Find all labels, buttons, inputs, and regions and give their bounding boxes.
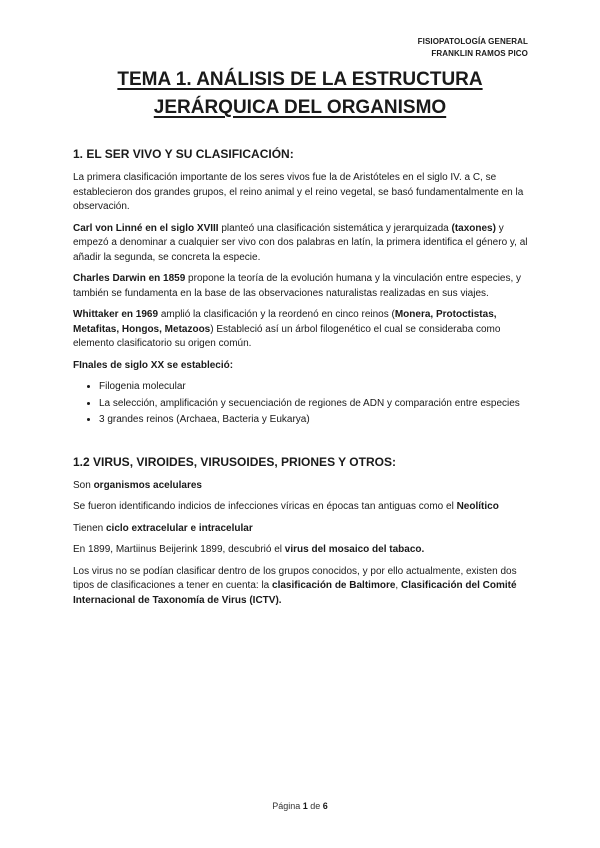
paragraph-whittaker xyxy=(73,308,533,352)
text-whittaker-b: ) Estableció así un árbol filogenético el cual se consideraba como elemento clasificatorio su origen común. xyxy=(73,323,501,349)
list-item: • Filogenia molecular xyxy=(99,380,533,395)
page-footer xyxy=(0,801,600,811)
text-neolitico: Se fueron identificando indicios de infecciones víricas en épocas tan antiguas como el xyxy=(73,501,457,512)
paragraph-aristoteles: La primera clasificación importante de los seres vivos fue la de Aristóteles en el siglo IV. a C, se establecieron dos grandes grupos, el reino animal y el reino vegetal, se basó fundamentalmente en la observación. xyxy=(73,172,524,212)
text-darwin: propone la teoría de la evolución humana y la vinculación entre especies, y también se fundamenta en la base de las observaciones naturalistas realizadas en sus viajes. xyxy=(73,273,522,299)
paragraph-acelulares xyxy=(73,479,533,494)
bold-ictv: Clasificación del Comité Internacional de Taxonomía de Virus (ICTV). xyxy=(73,580,517,606)
paragraph-ciclo xyxy=(73,522,533,537)
paragraph-darwin xyxy=(73,272,533,301)
footer-total-pages: 6 xyxy=(322,801,328,811)
paragraph-clasificacion-virus xyxy=(73,565,533,609)
text-beijerink: En 1899, Martiinus Beijerink 1899, descubrió el xyxy=(73,544,285,555)
footer-of: de xyxy=(307,801,323,811)
document-body xyxy=(73,146,533,615)
bold-list-heading: FInales de siglo XX se estableció: xyxy=(73,359,234,371)
bold-ciclo: ciclo extracelular e intracelular xyxy=(105,522,253,534)
bold-neolitico: Neolítico xyxy=(456,501,499,512)
bullet-list xyxy=(73,380,533,428)
paragraph-linne xyxy=(73,222,533,266)
footer-label: Página xyxy=(272,801,303,811)
bold-whittaker: Whittaker en 1969 xyxy=(73,309,159,320)
title-line-1: TEMA 1. ANÁLISIS DE LA ESTRUCTURA xyxy=(117,69,483,90)
paragraph-beijerink xyxy=(73,543,533,558)
bold-baltimore: clasificación de Baltimore xyxy=(272,580,396,591)
paragraph-neolitico xyxy=(73,500,533,515)
text-linne-a: planteó una clasificación sistemática y jerarquizada xyxy=(218,222,452,234)
header-author: FRANKLIN RAMOS PICO xyxy=(431,49,528,58)
footer-page-number: 1 xyxy=(302,801,308,811)
text-acelulares: Son xyxy=(73,479,94,491)
page-header xyxy=(418,36,528,60)
title-line-2: JERÁRQUICA DEL ORGANISMO xyxy=(153,97,447,118)
bold-mosaico: virus del mosaico del tabaco. xyxy=(284,544,425,555)
header-course: FISIOPATOLOGÍA GENERAL xyxy=(417,37,528,46)
bold-reinos: Monera, Protoctistas, Metafitas, Hongos, Metazoos xyxy=(73,309,497,335)
list-heading xyxy=(73,359,533,374)
section-1-heading: 1. EL SER VIVO Y SU CLASIFICACIÓN: xyxy=(73,147,294,161)
text-whittaker-a: amplió la clasificación y la reordenó en cinco reinos ( xyxy=(158,309,395,320)
bold-taxones: (taxones) xyxy=(451,222,496,234)
bold-darwin: Charles Darwin en 1859 xyxy=(73,273,186,284)
text-clasif-a: Los virus no se podían clasificar dentro de los grupos conocidos, y por ello actualmente, existen dos tipos de clasificaciones a tener en cuenta: la xyxy=(73,565,517,591)
text-ciclo: Tienen xyxy=(73,522,106,534)
section-2-heading: 1.2 VIRUS, VIROIDES, VIRUSOIDES, PRIONES Y OTROS: xyxy=(73,454,396,469)
bold-linne: Carl von Linné en el siglo XVIII xyxy=(73,222,219,234)
list-item: • La selección, amplificación y secuenciación de regiones de ADN y comparación entre especies xyxy=(99,397,533,412)
list-item: • 3 grandes reinos (Archaea, Bacteria y Eukarya) xyxy=(99,413,533,428)
document-title xyxy=(0,66,600,122)
text-linne-b: y empezó a denominar a cualquier ser vivo con dos palabras en latín, la primera identifica el género y, al añadir la segunda, se concreta la especie. xyxy=(73,222,528,263)
text-clasif-b: , xyxy=(395,580,401,591)
bold-acelulares: organismos acelulares xyxy=(93,479,202,491)
